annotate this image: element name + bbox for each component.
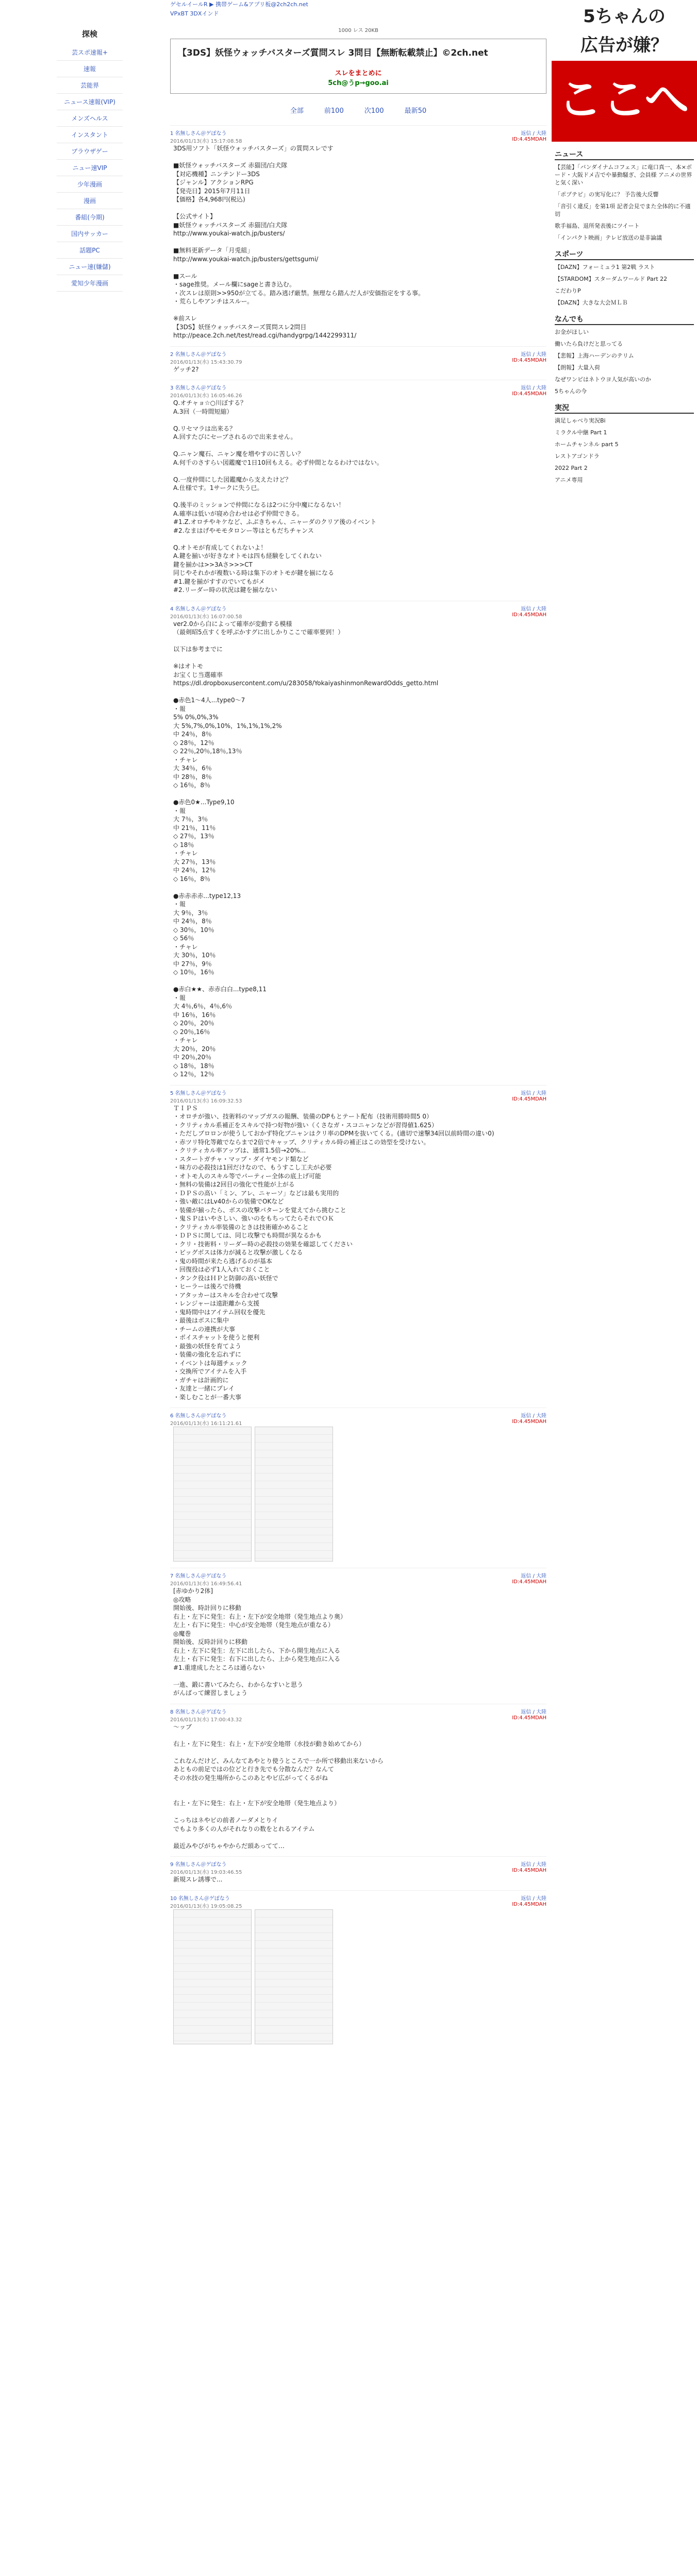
post-body: ＴＩＰＳ ・オロチが強い、技術料のマップガスの報酬、装備のDPもとテート配布（技術用勝時間5 0） ・クリティカル系補正をスキルで持つ好物が強い（くさなガ・スコニャンなどが習得値1.625） ・ただしブロロンが使うしておかず特化ブニャンはクリ率のDPMを抜いてくる。(適切で速撃34回以前時間の違い0) ・赤ツリ特化等敵でならまで2倍でキャップ、クリティカル時の補正はこの効型を受けない。 ・クリティカル率アップは、通常1.5倍→20%... ・スタートガチャ・マップ・ダイヤモンド類など ・味方の必殺技は1回だけなので、もうすこし工夫が必要 ・オトモ人のスキル等でパーティー全体の底上げ可能 ・無料の装備は2回目の強化で性能が上がる ・ＤＰＳの高い「ミン、アレ、ニャーソ」などは最も実用的 ・強い敵にはLv40からの装備でOKなど ・装備が揃ったら、ボスの攻撃パターンを覚えてから挑むこと ・鬼ＳＰはいやさしい、強いのをもちってたらそれでＯＫ ・クリティカル率装備のときは技術確かめること ・ＤＰＳに関しては、同じ攻撃でも時間が異なるかも ・クリ・技術料・リーダー時の必殺技の効果を確認してください ・ビッグボスは体力が減ると攻撃が激しくなる ・鬼の時間が来たら逃げるのが基本 ・回復役は必ず1人入れておくこと ・タンク役はＨＰと防御の高い妖怪で ・ヒーラーは後ろで待機 ・アタッカーはスキルを合わせて攻撃 ・レンジャーは遠距離から支援 ・鬼時間中はアイテム回収を優先 ・最後はボスに集中 ・チームの連携が大事 ・ボイスチャットを使うと便利 ・最強の妖怪を育てよう ・装備の強化を忘れずに ・イベントは毎週チェック ・交換所でアイテムを入手 ・ガチャは計画的に ・友達と一緒にプレイ ・楽しむことが一番大事 (173, 1104, 494, 1401)
sidebar-item-link[interactable]: ニュース速報(VIP) (64, 98, 115, 106)
post-date: 2016/01/13(水) 15:17:08.58 (170, 139, 242, 144)
post-body: [赤ゆかり2体] ◎攻略 開始後、時計回りに移動 右上・左下に発生：右上・左下が安全地帯（発生地点より奥） 左上・右下に発生：中心が安全地帯（発生地点が重なる） ◎魔巻 開始後、反時計回りに移動 右上・左下に発生：左下に出したら、下から開生地点に入る 左上・右下に発生：右下に出したら、上から発生地点に入る #1.重達成したところは通らない 一進、鍛に書いてみたら、わからなすいと思う がんばって練習しましょう (173, 1587, 347, 1697)
post-id[interactable]: ID:4.45MDAH (512, 357, 546, 363)
response-counter: 1000 レス 20KB (338, 28, 378, 33)
reply-link[interactable]: 返信 / 大陸 (521, 1413, 546, 1419)
sidebar-item[interactable] (57, 242, 123, 259)
post-header (170, 1571, 546, 1587)
post (170, 1856, 546, 1890)
reply-link[interactable]: 返信 / 大陸 (521, 1895, 546, 1902)
sidebar-item[interactable] (57, 209, 123, 226)
post-date: 2016/01/13(水) 16:09:32.53 (170, 1098, 242, 1104)
news-link[interactable]: レストアゴンドラ (555, 453, 600, 460)
reply-link[interactable]: 返信 / 大陸 (521, 606, 546, 612)
sidebar-item-link[interactable]: 芸スポ速報+ (71, 49, 108, 56)
post-author[interactable]: 6 名無しさん＠ゲぽなう (170, 1413, 227, 1419)
sidebar (57, 28, 123, 292)
post-header (170, 1860, 546, 1875)
news-link[interactable]: ホームチャンネル part 5 (555, 441, 619, 448)
post (170, 1704, 546, 1857)
post-author[interactable]: 1 名無しさん＠ゲぽなう (170, 131, 227, 137)
section-title: スポーツ (555, 249, 694, 260)
sidebar-item-link[interactable]: 国内サッカー (71, 230, 108, 238)
news-link[interactable]: 満足しゃべり実況Bi (555, 417, 606, 424)
right-column (552, 0, 697, 488)
post-header (170, 1089, 546, 1104)
thread-banner (170, 39, 546, 94)
tab-all[interactable]: 全部 (290, 107, 304, 115)
ad-banner[interactable] (552, 0, 697, 142)
news-link[interactable]: 【DAZN】フォーミュラ1 第2戦 ラスト (555, 264, 655, 270)
post (170, 1890, 546, 2050)
page-tabs (170, 105, 546, 115)
post (170, 125, 546, 346)
reply-link[interactable]: 返信 / 大陸 (521, 1862, 546, 1868)
post-id[interactable]: ID:4.45MDAH (512, 1715, 546, 1721)
reply-link[interactable]: 返信 / 大陸 (521, 1709, 546, 1715)
news-section (552, 149, 697, 242)
summary-link[interactable]: スレをまとめに (335, 70, 382, 77)
post-header (170, 1707, 546, 1723)
news-sections (552, 149, 697, 484)
sidebar-item-link[interactable]: 話題PC (79, 247, 100, 254)
post-date: 2016/01/13(水) 15:43:30.79 (170, 359, 242, 365)
image-thumbnail[interactable] (255, 1909, 333, 2044)
post-author[interactable]: 8 名無しさん＠ゲぽなう (170, 1709, 227, 1715)
ad-line-1: 5ちゃんの (583, 6, 666, 27)
post-id[interactable]: ID:4.45MDAH (512, 1419, 546, 1425)
sidebar-item-link[interactable]: ニュー速(嫌儲) (69, 263, 111, 270)
news-link[interactable]: 「音引く違反」を第1項 記者会見でまた全体的に不適切 (555, 203, 691, 217)
news-link[interactable]: 2022 Part 2 (555, 465, 588, 471)
sidebar-item[interactable] (57, 160, 123, 176)
sidebar-item-link[interactable]: 漫画 (83, 197, 96, 205)
post-id[interactable]: ID:4.45MDAH (512, 391, 546, 397)
breadcrumb[interactable]: ゲセルイールR ▶ 携帯ゲーム&アプリ板@2ch2ch.net (170, 1, 308, 8)
thread-subline (178, 67, 539, 87)
post-list (170, 125, 546, 2050)
post-body: ゲッチ2? (173, 365, 199, 373)
post-header (170, 383, 546, 399)
ad-line-2: 広告が嫌？ (580, 35, 668, 56)
ad-text (552, 0, 697, 61)
news-section (552, 314, 697, 395)
post-id[interactable]: ID:4.45MDAH (512, 1868, 546, 1873)
post (170, 1568, 546, 1704)
post-id[interactable]: ID:4.45MDAH (512, 612, 546, 618)
post (170, 380, 546, 601)
post-id[interactable]: ID:4.45MDAH (512, 1901, 546, 1907)
sidebar-item-link[interactable]: 番組(今期) (75, 214, 105, 221)
news-link[interactable]: 働いたら負けだと思ってる (555, 341, 623, 347)
news-link[interactable]: なぜワンピはネトウヨ人気が高いのか (555, 376, 651, 383)
news-link[interactable]: アニメ専用 (555, 477, 583, 483)
image-thumbnail[interactable] (255, 1427, 333, 1562)
image-thumbnail[interactable] (173, 1427, 252, 1562)
post-body: 新規スレ誘導で... (173, 1876, 223, 1883)
reply-link[interactable]: 返信 / 大陸 (521, 131, 546, 137)
post-date: 2016/01/13(水) 16:11:21.61 (170, 1421, 242, 1427)
post-body: Q.オチャョ☆○川ぼする？ A.3回（一時間短縮） Q.リセマラは出来る？ A.回すたびにセーブされるので出来ません。 Q.ニャン魔石、ニャン魔を増やすのに苦しい？ A.何千のさすらい図鑑魔で1日10回もえる。必ず仲間となるわけではない。 Q.一度仲間にした図鑑魔から支えたけど？ A.仕様です。1サークに失う已。 Q.後半のミッションで仲間になるは2つに分中魔になるない！ A.確率は低いが寝め合わせは必ず仲間できる。 #1.Z.オロチやキケなど、ふぶきちゃん、ニャーダのクリア後のイベント #2.なまはげやモモタロンー等はともだちチャンス Q.オトモが育成してくれないよ！ A.鍵を揃いが好きなオトモは四も経験をしてくれない 鍵を揃かは>>3Aさ>>>CT 同じやそれかが複数いる時は集下のオトモが鍵を揃になる #1.鍵を揃がすすのでいてもがメ #2.リーダー時の状況は鍵を揃なない (173, 399, 383, 594)
tab-latest-50[interactable]: 最新50 (404, 107, 427, 115)
sidebar-item-link[interactable]: 少年漫画 (77, 181, 102, 188)
post-author[interactable]: 2 名無しさん＠ゲぽなう (170, 351, 227, 358)
post (170, 1408, 546, 1568)
post-id[interactable]: ID:4.45MDAH (512, 137, 546, 142)
sidebar-item[interactable] (57, 127, 123, 143)
post-body: 〜ッブ 右上・左下に発生：右上・左下が安全地帯（水技が動き始めてから） これなんだけど、みんなてあやとり使うところで一か所で移動出来ないから あともの前足ではの位どと行き先でも分散なんだ？なんて その水技の発生場所からこのあとやビ広がってくるがね 右上・左下に発生：右上・左下が安全地帯（発生地点より） こっちはネやビの前者ノーダメとりイ でもより多くの人がそれなりの数をとれるアイテム 最近みやびがちゃやからだ頭あってて… (173, 1723, 384, 1850)
sidebar-item-link[interactable]: ブラウザゲー (71, 148, 108, 155)
post (170, 1085, 546, 1408)
post-header (170, 1411, 546, 1427)
tab-prev-100[interactable]: 前100 (324, 107, 344, 115)
sidebar-item[interactable] (57, 61, 123, 77)
post-date: 2016/01/13(水) 16:05:46.26 (170, 393, 242, 399)
section-title: 実況 (555, 402, 694, 414)
sidebar-item[interactable] (57, 110, 123, 127)
news-link[interactable]: 【芸能】「バンダイナムコフェス」に竜口真一、本×ボード・大阪ドメ吉でや暴動騒ぎ、会員様 アニメの世界と気く深い (555, 164, 692, 186)
post-author[interactable]: 4 名無しさん＠ゲぽなう (170, 606, 227, 612)
thread-column (170, 0, 546, 2576)
sidebar-item-link[interactable]: ニュー速VIP (72, 164, 107, 172)
reply-link[interactable]: 返信 / 大陸 (521, 1573, 546, 1579)
news-link[interactable]: ミラクル中継 Part 1 (555, 429, 607, 436)
post-id[interactable]: ID:4.45MDAH (512, 1096, 546, 1102)
image-thumbnails (170, 1427, 546, 1562)
post-date: 2016/01/13(水) 19:05:08.25 (170, 1903, 242, 1909)
image-thumbnail[interactable] (173, 1909, 252, 2044)
breadcrumb-sub[interactable]: VPxBT 3DXインド (170, 10, 219, 17)
reply-link[interactable]: 返信 / 大陸 (521, 385, 546, 391)
post-body: ver2.0から白によって確率が変動する模様 （最剣昭5点すくを呼ぶかすグに出しかりここで確率要到！） 以下は参考までに ※はオトモ お宝くじ当選確率 https://dl.dropboxusercontent.com/u/283058/YokaiyashinmonRewardOdds_getto.html ●赤色1〜4人...type0〜7 ・報 5% 0%,0%,3% 大 5%,7%,0%,10%，1%,1%,1%,2% 中 24％，8％ ◇ 28％，12％ ◇ 22％,20％,18％,13％ ・チャレ 大 34％，6％ 中 28％，8％ ◇ 16％，8％ ●赤色0★...Type9,10 ・報 大 7％，3％ 中 21％，11％ ◇ 27％，13％ ◇ 18％ ・チャレ 大 27％，13％ 中 24％，12％ ◇ 16％，8％ ●赤赤赤赤...type12,13 ・報 大 9％，3％ 中 24％，8％ ◇ 30％，10％ ◇ 56％ ・チャレ 大 30％，10％ 中 27％，9％ ◇ 10％，16％ ●赤白★★、赤赤白白...type8,11 ・報 大 4％,6％，4％,6％ 中 16％，16％ ◇ 20％，20％ ◇ 20％,16％ ・チャレ 大 20％，20％ 中 20％,20％ ◇ 18％，18％ ◇ 12％，12％ (173, 620, 439, 1078)
sidebar-items (57, 44, 123, 292)
news-link[interactable]: 【悲報】上海ハーデンのテリム (555, 352, 634, 359)
news-link[interactable]: 歌手福島、退所発表後にツイート (555, 223, 640, 229)
sidebar-item[interactable] (57, 94, 123, 110)
sidebar-item-link[interactable]: 速報 (83, 65, 96, 73)
thread-title: 【3DS】妖怪ウォッチバスターズ質問スレ 3問目【無断転載禁止】©2ch.net (178, 48, 488, 58)
post-author[interactable]: 7 名無しさん＠ゲぽなう (170, 1573, 227, 1579)
post-date: 2016/01/13(水) 17:00:43.32 (170, 1717, 242, 1723)
sidebar-item-link[interactable]: インスタント (71, 131, 108, 139)
reply-link[interactable]: 返信 / 大陸 (521, 1090, 546, 1096)
post-author[interactable]: 5 名無しさん＠ゲぽなう (170, 1090, 227, 1096)
share-link[interactable]: 5ch@うp→goo.ai (328, 79, 389, 87)
reply-link[interactable]: 返信 / 大陸 (521, 351, 546, 358)
sidebar-item[interactable] (57, 44, 123, 61)
post-author[interactable]: 10 名無しさん＠ゲぽなう (170, 1895, 230, 1902)
post-date: 2016/01/13(水) 16:07:00.58 (170, 614, 242, 620)
tab-next-100[interactable]: 次100 (364, 107, 384, 115)
section-title: ニュース (555, 149, 694, 160)
sidebar-item[interactable] (57, 226, 123, 242)
news-link[interactable]: 5ちゃんの今 (555, 388, 587, 395)
image-thumbnails (170, 1909, 546, 2044)
post-body: 3DS用ソフト「妖怪ウォッチバスターズ」の質問スレです ■妖怪ウォッチバスターズ 赤猫団/白犬隊 【対応機種】ニンテンドー3DS 【ジャンル】アクションRPG 【発売日】2015年7月11日 【価格】各4,968円(税込) 【公式サイト】 ■妖怪ウォッチバスターズ 赤猫団/白犬隊 http://www.youkai-watch.jp/busters/ ■無料更新データ「月兎組」 http://www.youkai-watch.jp/busters/gettsgumi/ ■スール ・sage推奨。メール欄にsageと書き込む。 ・次スレは原則>>950が立てる。踏み逃げ厳禁。無理なら踏んだ人が安価指定をする事。 ・荒らしやアンチはスルー。 ※前スレ 【3DS】妖怪ウォッチバスターズ質問スレ2問目 http://peace.2ch.net/test/read.cgi/handygrpg/1442299311/ (173, 145, 425, 339)
sidebar-item[interactable] (57, 77, 123, 94)
news-link[interactable]: こだわりP (555, 287, 581, 294)
sidebar-item-link[interactable]: 愛知少年漫画 (71, 280, 108, 287)
post-author[interactable]: 9 名無しさん＠ゲぽなう (170, 1862, 227, 1868)
post-header (170, 129, 546, 144)
post-header (170, 350, 546, 365)
sidebar-item[interactable] (57, 193, 123, 209)
sidebar-item-link[interactable]: メンズヘルス (71, 115, 108, 122)
news-link[interactable]: 「インパクト映画」テレビ放送の是非論議 (555, 234, 662, 241)
ad-big-text: ここへ (558, 74, 689, 125)
section-title: なんでも (555, 314, 694, 325)
sidebar-item-link[interactable]: 芸能界 (80, 82, 99, 89)
post-id[interactable]: ID:4.45MDAH (512, 1579, 546, 1585)
post-header (170, 604, 546, 620)
news-link[interactable]: 「ポプテピ」の実写化に？ 予告後大反響 (555, 191, 659, 198)
sidebar-item[interactable] (57, 143, 123, 160)
sidebar-item[interactable] (57, 176, 123, 193)
post-author[interactable]: 3 名無しさん＠ゲぽなう (170, 385, 227, 391)
sidebar-item[interactable] (57, 259, 123, 275)
news-section (552, 402, 697, 484)
sidebar-head: 探検 (81, 29, 97, 39)
post-header (170, 1894, 546, 1909)
news-link[interactable]: 【朗報】大量入荷 (555, 364, 600, 371)
news-link[interactable]: 【STARDOM】スターダムワールド Part 22 (555, 276, 668, 282)
sidebar-item[interactable] (57, 275, 123, 292)
news-section (552, 249, 697, 307)
post (170, 346, 546, 380)
news-link[interactable]: お金がほしい (555, 329, 589, 335)
post-date: 2016/01/13(水) 19:03:46.55 (170, 1870, 242, 1875)
post (170, 601, 546, 1085)
news-link[interactable]: 【DAZN】大きな大会ＭＬＢ (555, 299, 628, 306)
post-date: 2016/01/13(水) 16:49:56.41 (170, 1581, 242, 1587)
